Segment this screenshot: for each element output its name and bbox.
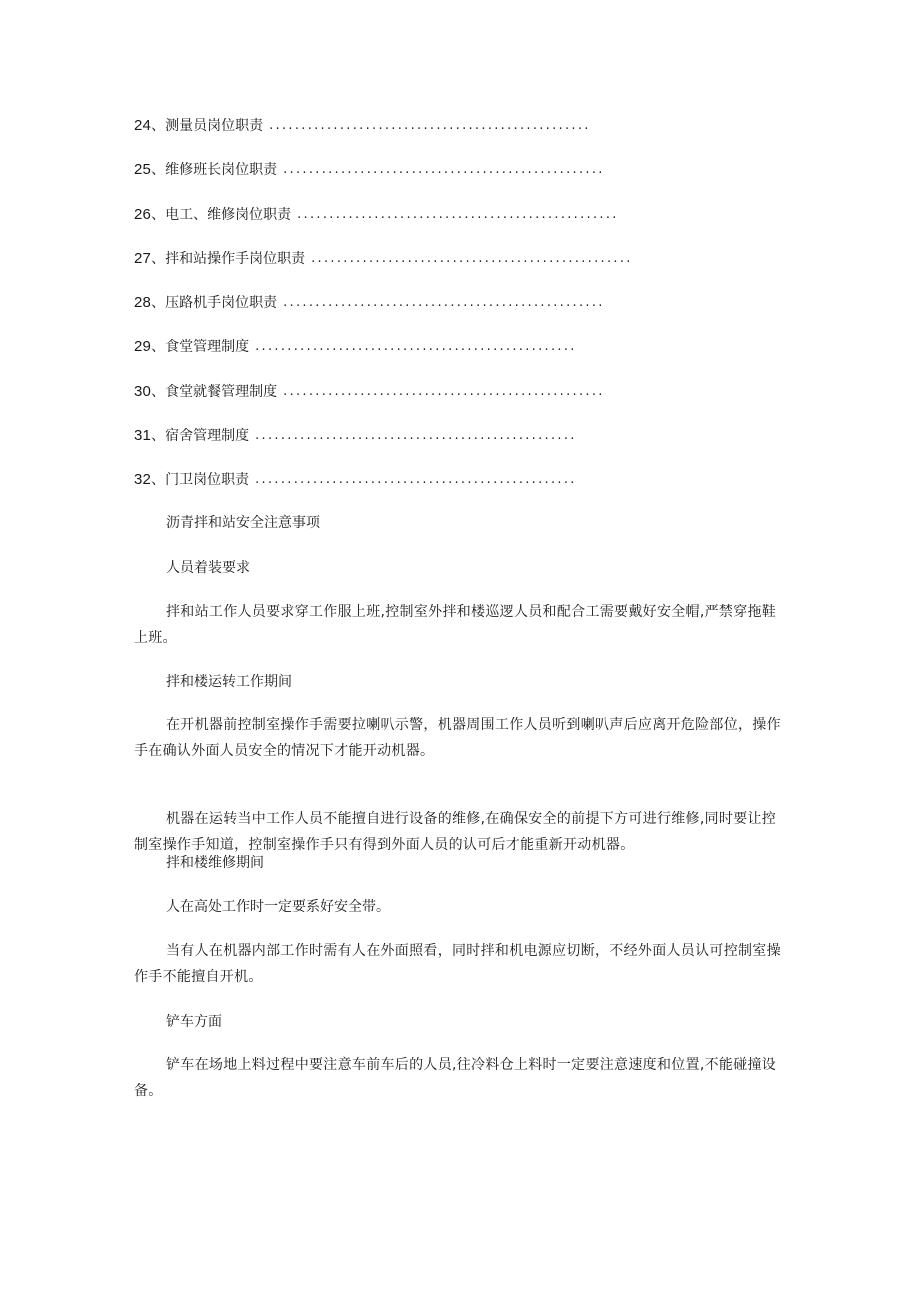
toc-title: 电工、维修岗位职责 bbox=[165, 206, 292, 223]
paragraph-loader: 铲车在场地上料过程中要注意车前车后的人员,往冷料仓上料时一定要注意速度和位置,不能碰撞设备。 bbox=[134, 1057, 777, 1099]
table-of-contents bbox=[134, 116, 633, 515]
toc-number: 32 bbox=[134, 471, 152, 489]
toc-number: 29 bbox=[134, 338, 152, 356]
toc-leader-dots: .................................................. bbox=[283, 295, 605, 311]
paragraph-maintenance-2: 当有人在机器内部工作时需有人在外面照看，同时拌和机电源应切断，不经外面人员认可控制室操作手不能擅自开机。 bbox=[134, 943, 781, 985]
toc-entry-28 bbox=[134, 293, 605, 337]
toc-leader-dots: .................................................. bbox=[297, 206, 619, 222]
toc-number: 27 bbox=[134, 249, 152, 267]
toc-title: 食堂就餐管理制度 bbox=[165, 383, 278, 400]
toc-separator: 、 bbox=[151, 206, 166, 223]
toc-entry-29 bbox=[134, 337, 577, 381]
toc-title: 食堂管理制度 bbox=[165, 339, 250, 356]
toc-separator: 、 bbox=[151, 383, 166, 400]
toc-title: 压路机手岗位职责 bbox=[165, 295, 278, 312]
toc-number: 31 bbox=[134, 427, 152, 445]
toc-number: 25 bbox=[134, 161, 152, 179]
toc-entry-24 bbox=[134, 116, 591, 160]
toc-separator: 、 bbox=[151, 339, 166, 356]
toc-title: 拌和站操作手岗位职责 bbox=[165, 250, 306, 267]
heading-loader: 铲车方面 bbox=[166, 1014, 222, 1030]
toc-entry-26 bbox=[134, 205, 619, 249]
toc-separator: 、 bbox=[151, 250, 166, 267]
heading-maintenance: 拌和楼维修期间 bbox=[166, 855, 264, 871]
toc-number: 30 bbox=[134, 382, 152, 400]
toc-entry-25 bbox=[134, 160, 605, 204]
toc-title: 宿舍管理制度 bbox=[165, 428, 250, 445]
toc-leader-dots: .................................................. bbox=[255, 428, 577, 444]
toc-separator: 、 bbox=[151, 118, 166, 134]
toc-separator: 、 bbox=[151, 428, 166, 445]
toc-leader-dots: .................................................. bbox=[283, 383, 605, 399]
heading-attire: 人员着装要求 bbox=[166, 560, 250, 576]
toc-separator: 、 bbox=[151, 162, 166, 179]
toc-leader-dots: .................................................. bbox=[269, 118, 591, 133]
toc-number: 26 bbox=[134, 205, 152, 223]
paragraph-operation-1: 在开机器前控制室操作手需要拉喇叭示警，机器周围工作人员听到喇叭声后应离开危险部位，操作手在确认外面人员安全的情况下才能开动机器。 bbox=[134, 717, 781, 759]
toc-title: 门卫岗位职责 bbox=[165, 472, 250, 489]
paragraph-operation-2: 机器在运转当中工作人员不能擅自进行设备的维修,在确保安全的前提下方可进行维修,同时要让控制室操作手知道，控制室操作手只有得到外面人员的认可后才能重新开动机器。 bbox=[134, 811, 777, 853]
section-title: 沥青拌和站安全注意事项 bbox=[166, 515, 320, 531]
toc-entry-27 bbox=[134, 249, 633, 293]
toc-title: 测量员岗位职责 bbox=[165, 118, 264, 134]
paragraph-maintenance-1: 人在高处工作时一定要系好安全带。 bbox=[166, 899, 390, 915]
toc-title: 维修班长岗位职责 bbox=[165, 162, 278, 179]
paragraph-attire: 拌和站工作人员要求穿工作服上班,控制室外拌和楼巡逻人员和配合工需要戴好安全帽,严禁穿拖鞋上班。 bbox=[134, 604, 777, 646]
toc-leader-dots: .................................................. bbox=[311, 250, 633, 266]
toc-entry-31 bbox=[134, 426, 577, 470]
toc-leader-dots: .................................................. bbox=[283, 162, 605, 178]
toc-number: 24 bbox=[134, 117, 152, 134]
toc-leader-dots: .................................................. bbox=[255, 472, 577, 488]
toc-entry-30 bbox=[134, 382, 605, 426]
toc-entry-32 bbox=[134, 470, 577, 514]
toc-separator: 、 bbox=[151, 472, 166, 489]
toc-leader-dots: .................................................. bbox=[255, 339, 577, 355]
heading-operation: 拌和楼运转工作期间 bbox=[166, 674, 292, 690]
toc-number: 28 bbox=[134, 294, 152, 312]
toc-separator: 、 bbox=[151, 295, 166, 312]
